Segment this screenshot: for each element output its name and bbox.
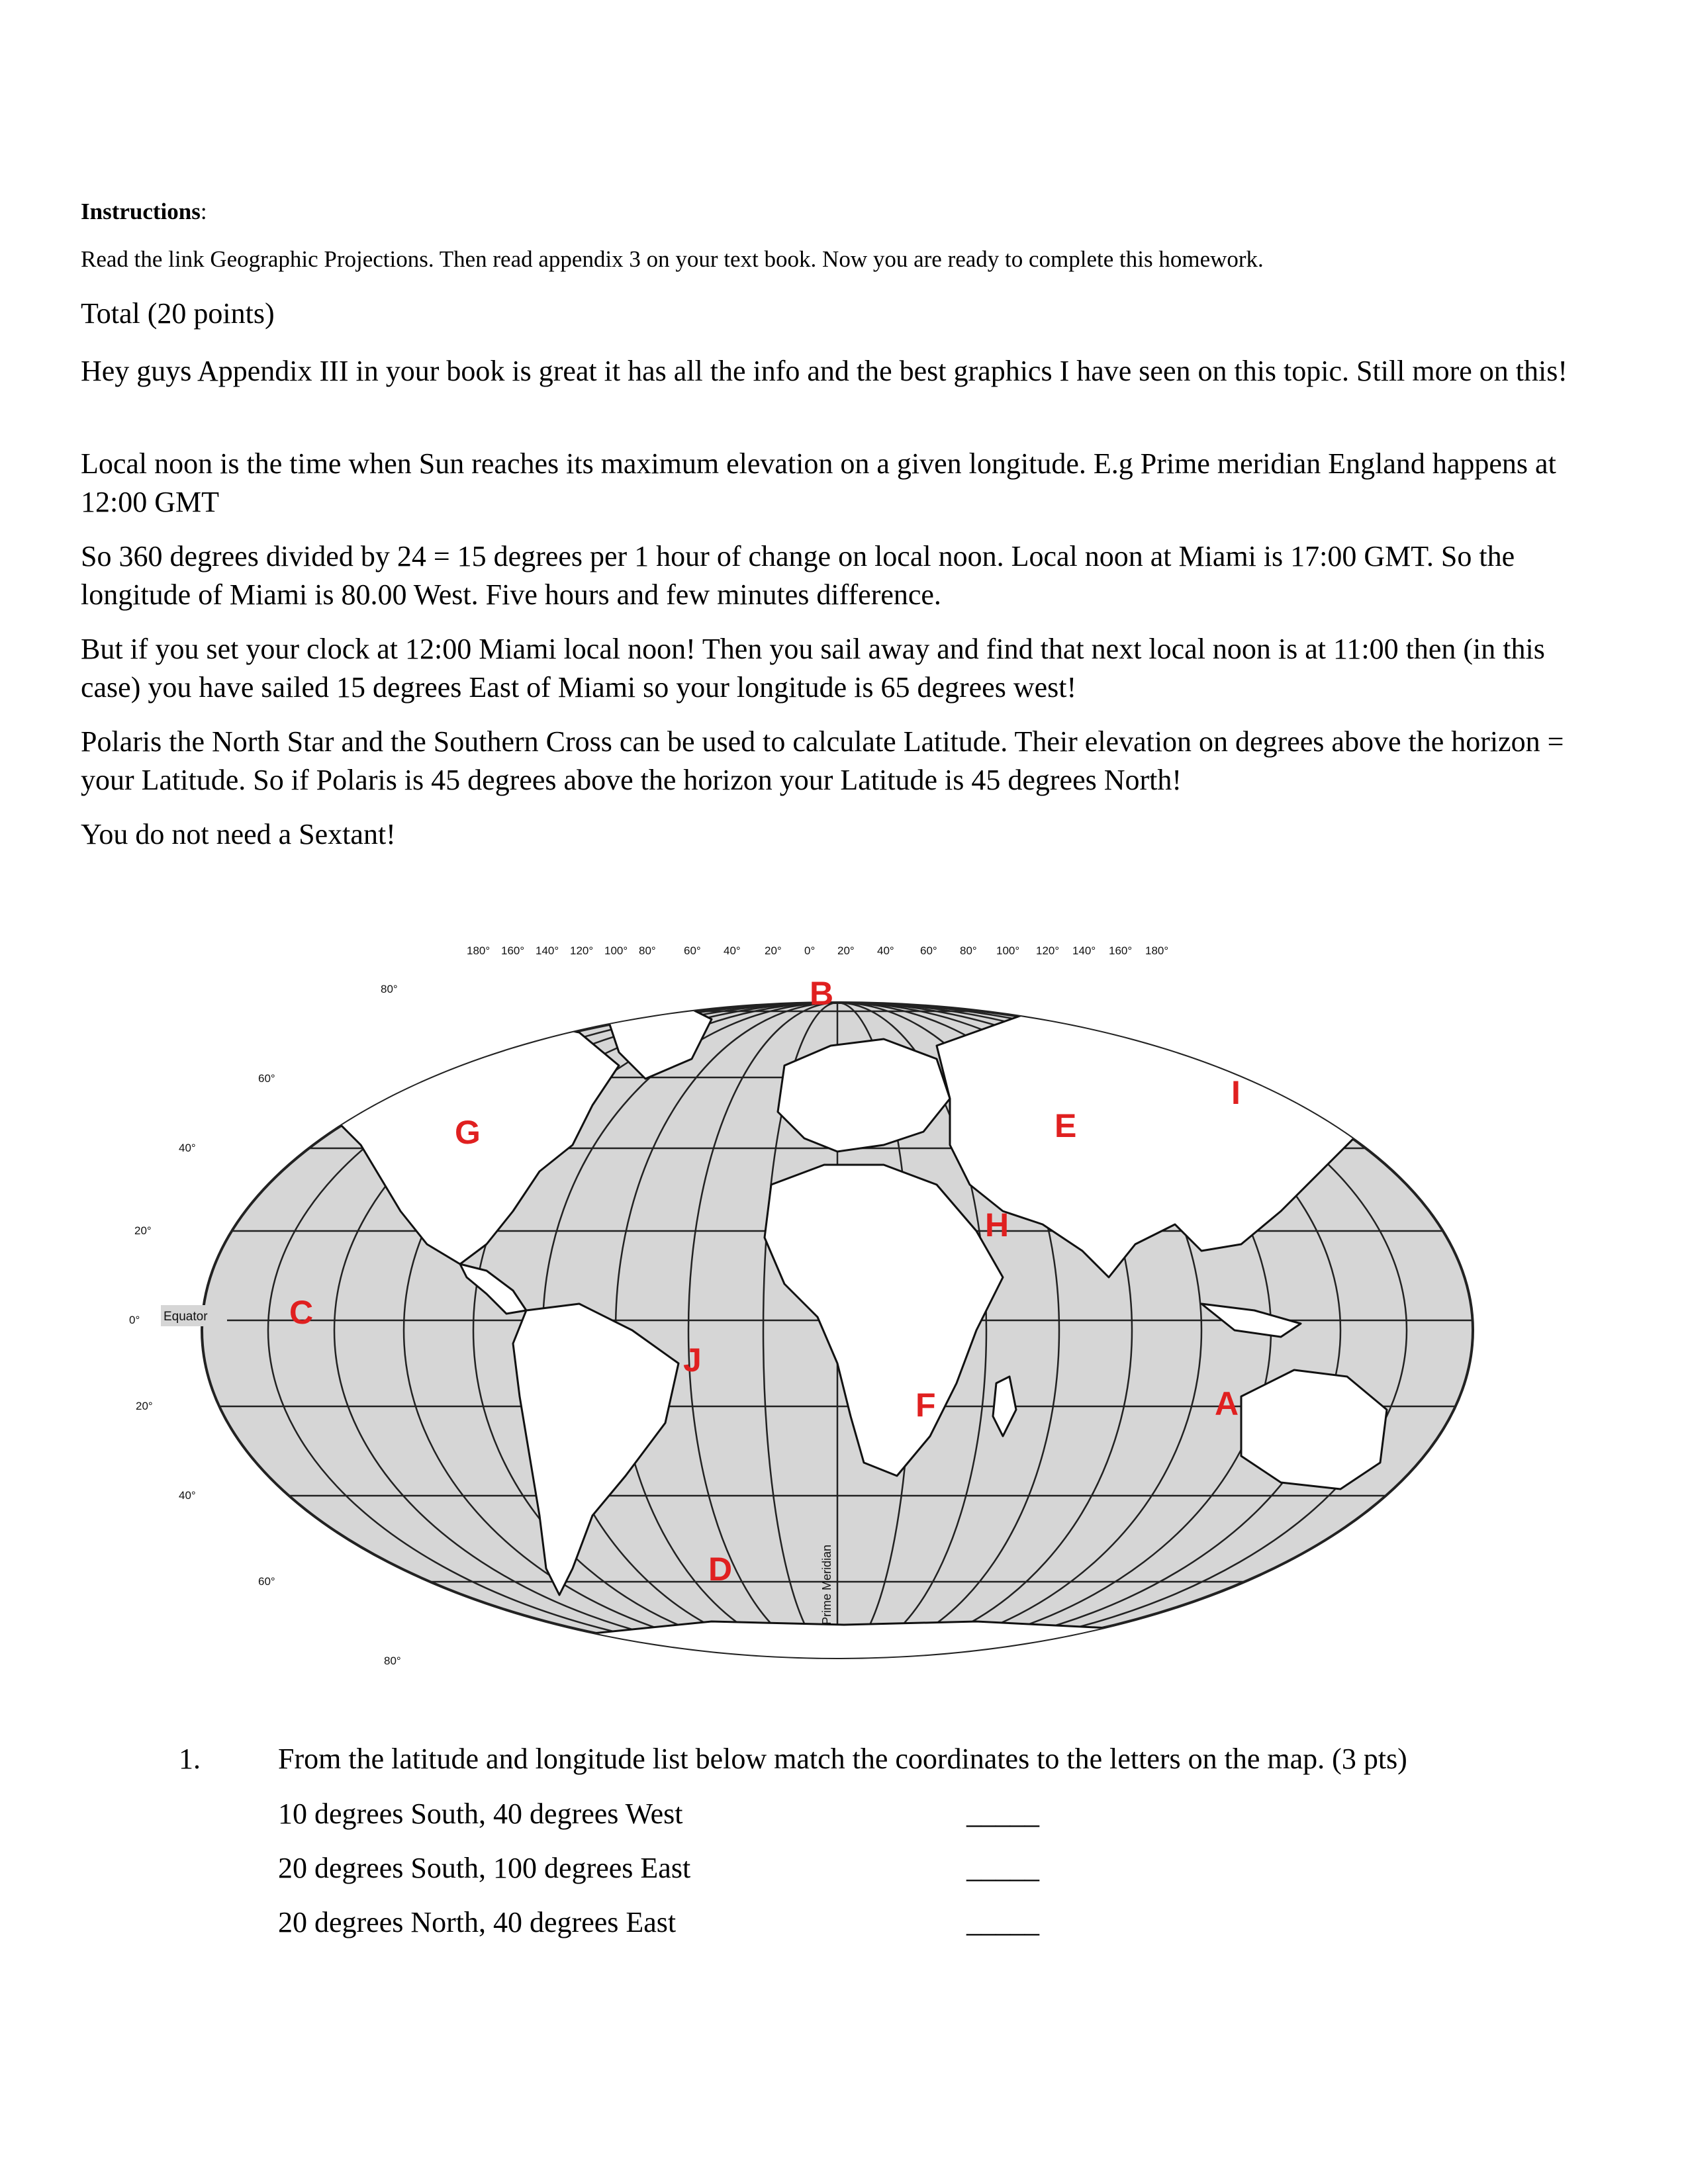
lon-label: 140° <box>1072 944 1096 957</box>
marker-a: A <box>1215 1385 1239 1422</box>
coordinate-item: 20 degrees South, 100 degrees East <box>278 1852 691 1884</box>
lat-label: 80° <box>384 1655 401 1667</box>
lon-label: 60° <box>920 944 937 957</box>
marker-j: J <box>683 1342 702 1379</box>
marker-e: E <box>1055 1107 1077 1144</box>
answer-blank[interactable]: _____ <box>966 1797 1039 1830</box>
instructions-line: Read the link Geographic Projections. Then read appendix 3 on your text book. Now you are ready to complete this homework. <box>81 246 1264 272</box>
answer-blank[interactable]: _____ <box>966 1906 1039 1938</box>
lon-label: 140° <box>536 944 559 957</box>
sailing-example-paragraph: But if you set your clock at 12:00 Miami local noon! Then you sail away and find that next local noon is at 11:00 then (in this case) you have sailed 15 degrees East of Miami so your longitude is 65 degrees west! <box>81 633 1545 704</box>
local-noon-paragraph: Local noon is the time when Sun reaches its maximum elevation on a given longitude. E.g Prime meridian England happens at 12:00 GMT <box>81 447 1556 518</box>
answer-blank[interactable]: _____ <box>966 1852 1039 1884</box>
marker-c: C <box>289 1294 314 1331</box>
lat-label: 60° <box>258 1072 275 1085</box>
lon-label: 80° <box>639 944 656 957</box>
lat-label: 40° <box>179 1142 196 1154</box>
lat-label: 20° <box>134 1224 152 1237</box>
lat-label: 20° <box>136 1400 153 1412</box>
lat-label: 0° <box>129 1314 140 1326</box>
lon-label: 120° <box>1036 944 1060 957</box>
equator-label: Equator <box>164 1310 208 1324</box>
marker-d: D <box>708 1551 733 1588</box>
lon-label: 180° <box>467 944 491 957</box>
lon-label: 160° <box>501 944 525 957</box>
question-text: From the latitude and longitude list below match the coordinates to the letters on the map. (3 pts) <box>278 1743 1407 1775</box>
lon-label: 20° <box>837 944 855 957</box>
lon-label: 100° <box>996 944 1020 957</box>
marker-g: G <box>455 1114 481 1151</box>
prime-meridian-label: Prime Meridian <box>820 1544 833 1625</box>
latitude-paragraph: Polaris the North Star and the Southern Cross can be used to calculate Latitude. Their elevation on degrees above the horizon = your Latitude. So if Polaris is 45 degrees above the horizon your Latitude is 45 degrees North! <box>81 725 1564 796</box>
degrees-per-hour-paragraph: So 360 degrees divided by 24 = 15 degrees per 1 hour of change on local noon. Local noon at Miami is 17:00 GMT. So the longitude of Miami is 80.00 West. Five hours and few minutes difference. <box>81 540 1515 611</box>
sextant-note: You do not need a Sextant! <box>81 818 396 850</box>
lon-label: 100° <box>604 944 628 957</box>
lon-label: 120° <box>570 944 594 957</box>
lon-label: 160° <box>1109 944 1133 957</box>
lon-label: 40° <box>724 944 741 957</box>
marker-h: H <box>985 1206 1009 1244</box>
coordinate-item: 10 degrees South, 40 degrees West <box>278 1797 683 1830</box>
lat-label: 40° <box>179 1489 196 1502</box>
instructions-heading: Instructions: <box>81 199 207 224</box>
lon-label: 20° <box>765 944 782 957</box>
marker-f: F <box>915 1387 936 1424</box>
marker-i: I <box>1231 1074 1241 1111</box>
lon-label: 180° <box>1145 944 1169 957</box>
longitude-labels <box>467 944 1168 957</box>
lon-label: 60° <box>684 944 701 957</box>
appendix-note: Hey guys Appendix III in your book is great it has all the info and the best graphics I have seen on this topic. Still more on this! <box>81 355 1568 387</box>
lon-label: 40° <box>877 944 894 957</box>
world-map <box>116 933 1559 1688</box>
lon-label: 80° <box>960 944 977 957</box>
marker-b: B <box>810 975 834 1012</box>
lat-label: 60° <box>258 1575 275 1588</box>
question-number: 1. <box>179 1743 201 1775</box>
coordinate-item: 20 degrees North, 40 degrees East <box>278 1906 677 1938</box>
lon-label: 0° <box>804 944 816 957</box>
lat-label: 80° <box>381 983 398 995</box>
total-points: Total (20 points) <box>81 297 275 330</box>
